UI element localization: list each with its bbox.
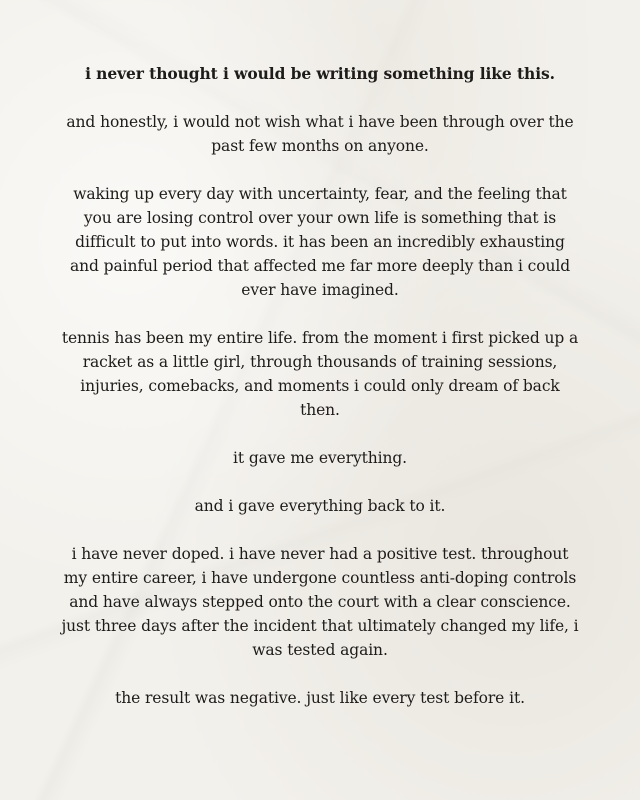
- paragraph-gave-back: and i gave everything back to it.: [194, 497, 446, 515]
- paragraph-result-negative: the result was negative. just like every test before it.: [115, 689, 525, 707]
- letter-text: [60, 62, 580, 734]
- paragraph-honestly: and honestly, i would not wish what i have been through over the past few months on anyone.: [66, 113, 574, 155]
- paragraph-never-doped: i have never doped. i have never had a positive test. throughout my entire career, i have undergone countless anti-doping controls and have always stepped onto the court with a clear conscience. just three days after the incident that ultimately changed my life, i was tested again.: [61, 545, 579, 659]
- paragraph-tennis-life: tennis has been my entire life. from the moment i first picked up a racket as a little girl, through thousands of training sessions, injuries, comebacks, and moments i could only dream of back then.: [61, 329, 579, 419]
- paragraph-gave-me: it gave me everything.: [233, 449, 407, 467]
- paragraph-opening: i never thought i would be writing something like this.: [85, 64, 555, 83]
- paragraph-uncertainty: waking up every day with uncertainty, fear, and the feeling that you are losing control over your own life is something that is difficult to put into words. it has been an incredibly exhausting and painful period that affected me far more deeply than i could ever have imagined.: [69, 185, 571, 299]
